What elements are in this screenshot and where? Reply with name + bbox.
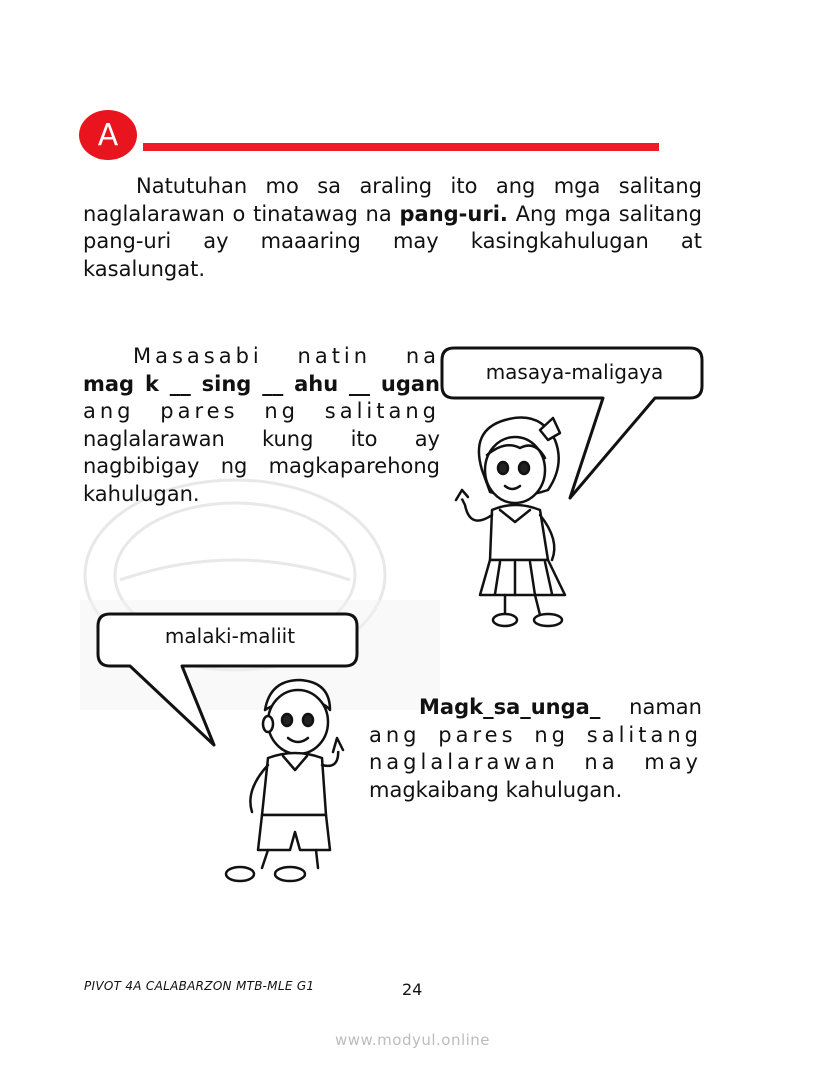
synonym-line-1: Masasabi natin na [133, 344, 440, 368]
intro-paragraph [83, 173, 702, 283]
synonym-line-5: nagbibigay ng magkaparehong [83, 454, 440, 478]
synonym-line-2: mag k __ sing __ ahu __ ugan [83, 371, 440, 396]
antonym-line-4: magkaibang kahulugan. [369, 777, 623, 802]
synonym-line-6: kahulugan. [83, 481, 200, 506]
boy-bubble-text: malaki-maliit [164, 624, 296, 648]
section-badge: A [79, 110, 137, 160]
page-number: 24 [402, 980, 423, 999]
antonym-line-1-rest: naman [629, 695, 702, 719]
faint-seal [80, 480, 440, 710]
antonym-paragraph [369, 694, 702, 804]
intro-text-part2: Ang mga salitang pang-uri ay maaaring may kasingkahulugan at kasalungat. [83, 201, 702, 281]
intro-bold-term: pang-uri. [399, 201, 508, 226]
synonym-line-4: naglalarawan kung ito ay [83, 426, 440, 451]
antonym-bold-term: Magk_sa_unga_ [419, 695, 601, 719]
antonym-line-3: naglalarawan na may [369, 750, 702, 774]
antonym-line-2: ang pares ng salitang [369, 722, 702, 747]
girl-bubble-text: masaya-maligaya [485, 360, 664, 384]
antonym-line-1 [369, 694, 702, 722]
site-watermark: www.modyul.online [334, 1031, 491, 1049]
synonym-paragraph [83, 343, 440, 508]
footer-module-label: PIVOT 4A CALABARZON MTB-MLE G1 [84, 979, 315, 993]
intro-text-part1: Natutuhan mo sa araling ito ang mga salitang naglalarawan o tinatawag na [83, 174, 702, 226]
girl-illustration [456, 418, 565, 627]
section-title-bar [143, 143, 659, 151]
boy-illustration [226, 680, 343, 881]
synonym-line-3: ang pares ng salitang [83, 399, 440, 423]
